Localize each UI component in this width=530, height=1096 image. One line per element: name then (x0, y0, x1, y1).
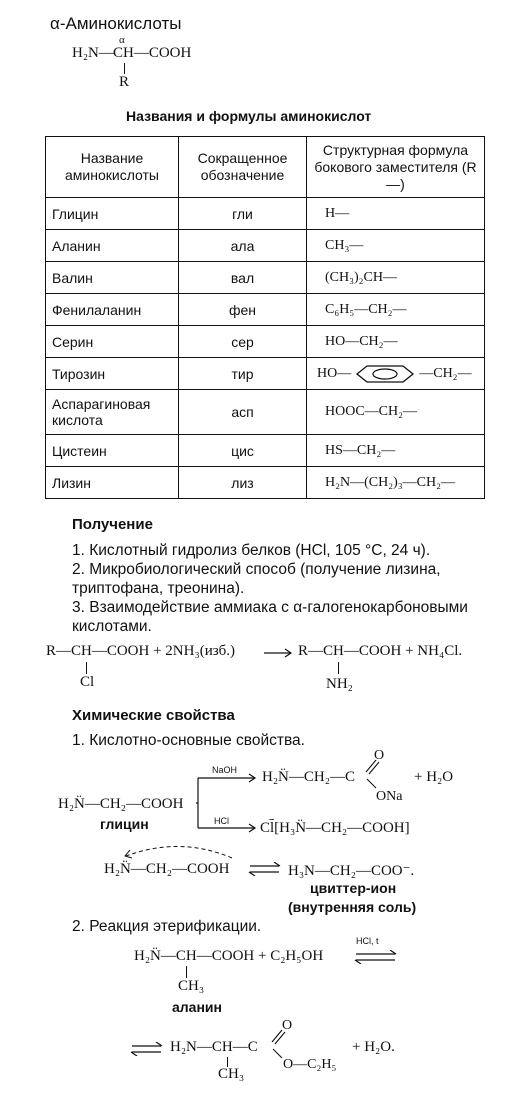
cell-formula: H— (307, 198, 485, 230)
glycine-label: глицин (100, 816, 149, 832)
cell-formula: C₆H₅—CH₂— (307, 294, 485, 326)
header-abbr: Сокращенное обозначение (179, 137, 307, 198)
table-row (46, 198, 485, 230)
hcl-label: HCl (214, 816, 229, 826)
naoh-product: H₂N̈—CH₂—C (262, 769, 355, 785)
cell-abbr: фен (179, 294, 307, 326)
zwitter-label: цвиттер-ион (310, 880, 397, 896)
page-title: α-Аминокислоты (50, 14, 182, 33)
table-row (46, 294, 485, 326)
arrow-icon (264, 648, 294, 658)
table-row (46, 467, 485, 499)
naoh-ona: ONa (376, 789, 403, 804)
ester-ch3b: CH₃ (218, 1066, 245, 1082)
cell-formula: CH₃— (307, 230, 485, 262)
ester-left: H₂N̈—CH—COOH + C₂H₅OH (134, 948, 324, 964)
bond-line (86, 662, 87, 674)
naoh-o: O (374, 748, 385, 763)
amino-acid-table (45, 136, 485, 499)
cell-abbr: вал (179, 262, 307, 294)
formula-center: CH—COOH (113, 45, 192, 61)
equilibrium-arrow-icon (248, 862, 282, 876)
reaction-left: R—CH—COOH + 2NH₃(изб.) (46, 643, 236, 659)
reaction-right-sub: NH₂ (326, 676, 353, 692)
cell-abbr: тир (179, 358, 307, 390)
formula-left: H₂N— (72, 45, 114, 61)
esterification-item: 2. Реакция этерификации. (72, 918, 262, 935)
list-item: 1. Кислотный гидролиз белков (HCl, 105 °С, 24 ч). (72, 542, 431, 559)
cell-abbr: гли (179, 198, 307, 230)
table-header-row (46, 137, 485, 198)
cell-formula (307, 358, 485, 390)
ester-o: O (282, 1018, 293, 1033)
cell-name: Серин (46, 326, 179, 358)
ester-oc2h5: O—C₂H₅ (283, 1057, 337, 1072)
preparation-heading: Получение (72, 516, 153, 533)
reaction-right: R—CH—COOH + NH₄Cl. (298, 643, 463, 659)
ester-ch3: CH₃ (178, 978, 205, 994)
header-name: Название аминокислоты (46, 137, 179, 198)
formula-r: R (119, 74, 130, 90)
cell-name: Фенилаланин (46, 294, 179, 326)
cell-abbr: асп (179, 390, 307, 435)
acid-base-item: 1. Кислотно-основные свойства. (72, 732, 305, 749)
cell-abbr: цис (179, 435, 307, 467)
table-row (46, 435, 485, 467)
cell-name: Лизин (46, 467, 179, 499)
cell-name: Цистеин (46, 435, 179, 467)
cell-name: Тирозин (46, 358, 179, 390)
table-row (46, 390, 485, 435)
alpha-label: α (119, 34, 125, 46)
benzene-ring-icon (351, 364, 419, 384)
header-formula: Структурная формула бокового заместителя (R—) (307, 137, 485, 198)
ester-product: H₂N—CH—C (170, 1039, 258, 1055)
cell-name: Валин (46, 262, 179, 294)
cell-formula: H₂N—(CH₂)₃—CH₂— (307, 467, 485, 499)
cell-formula: HO—CH₂— (307, 326, 485, 358)
preparation-list (48, 541, 488, 636)
cell-formula: (CH₃)₂CH— (307, 262, 485, 294)
reaction-left-sub: Cl (80, 674, 95, 690)
properties-heading: Химические свойства (72, 707, 235, 724)
cell-abbr: сер (179, 326, 307, 358)
cell-abbr: лиз (179, 467, 307, 499)
table-row (46, 230, 485, 262)
zwitter-right: H₃N—CH₂—COO⁻. (288, 863, 415, 879)
list-item: 2. Микробиологический способ (получение лизина, триптофана, треонина). (72, 561, 441, 597)
ester-tail: + H₂O. (352, 1039, 395, 1055)
table-caption: Названия и формулы аминокислот (126, 108, 372, 124)
naoh-label: NaOH (212, 765, 238, 775)
glycine-formula: H₂N̈—CH₂—COOH (58, 796, 184, 812)
table-row (46, 326, 485, 358)
tyrosine-formula-right: —CH₂— (419, 365, 472, 381)
alanine-label: аланин (172, 999, 222, 1015)
cell-name: Аланин (46, 230, 179, 262)
zwitter-left: H₂N̈—CH₂—COOH (104, 861, 230, 877)
cell-formula: HS—CH₂— (307, 435, 485, 467)
cell-name: Аспарагиновая кислота (46, 390, 179, 435)
list-item: 3. Взаимодействие аммиака с α-галогенокарбоновыми кислотами. (72, 599, 468, 635)
bond-line (186, 966, 187, 978)
ester-condition: HCl, t (356, 936, 379, 946)
bond-line (124, 63, 125, 74)
water-product: + H₂O (414, 769, 454, 785)
proton-transfer-arrow (120, 842, 240, 862)
table-row (46, 262, 485, 294)
cell-name: Глицин (46, 198, 179, 230)
bond-line (338, 662, 339, 674)
cell-abbr: ала (179, 230, 307, 262)
equilibrium-arrow-icon (130, 1042, 164, 1056)
table-row (46, 358, 485, 390)
equilibrium-arrow-icon (354, 950, 398, 964)
tyrosine-formula-left: HO— (317, 365, 352, 381)
zwitter-note: (внутренняя соль) (288, 899, 417, 915)
hcl-product: Cl̄[H₃N̈—CH₂—COOH] (260, 820, 410, 836)
cell-formula: HOOC—CH₂— (307, 390, 485, 435)
